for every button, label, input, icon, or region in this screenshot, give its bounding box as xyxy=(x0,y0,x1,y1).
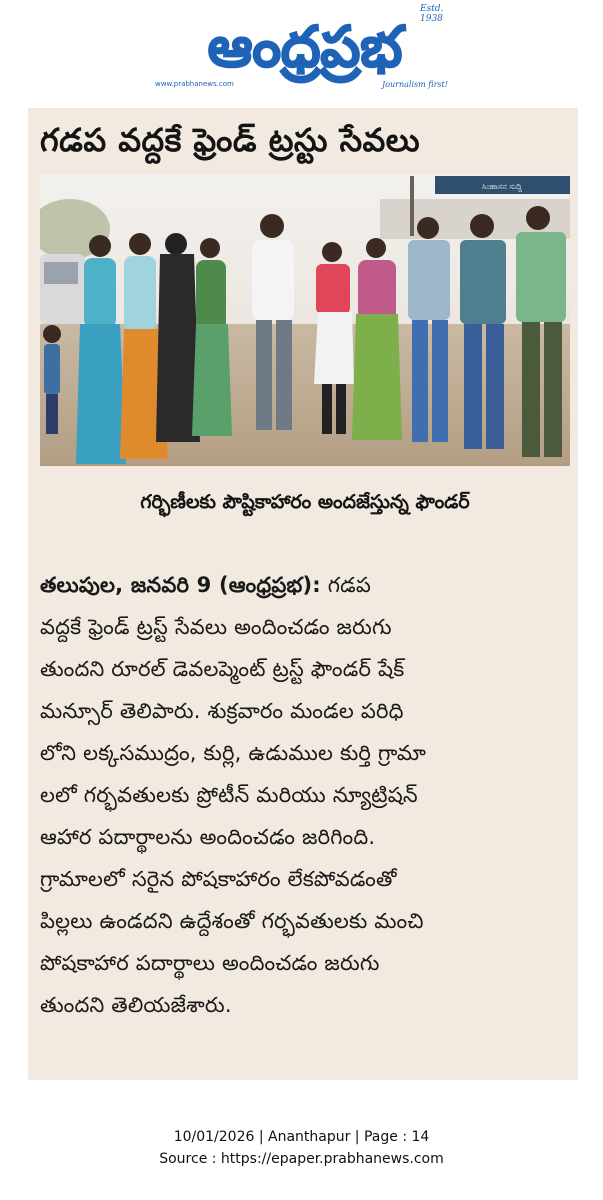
page-footer xyxy=(0,1126,603,1170)
masthead-estd: Estd. 1938 xyxy=(420,4,444,24)
article-line: తుందని తెలియజేశారు. xyxy=(40,993,232,1017)
article-line: వద్దకే ఫ్రెండ్ ట్రస్ట్ సేవలు అందించడం జరుగు xyxy=(40,615,392,639)
article-headline: గడప వద్దకే ఫ్రెండ్ ట్రస్టు సేవలు xyxy=(40,121,421,159)
masthead-tagline: Journalism first! xyxy=(382,80,448,89)
article-dateline: తలుపుల, జనవరి 9 (ఆంధ్రప్రభ): xyxy=(40,573,321,597)
article-photo xyxy=(40,174,570,466)
photo-caption: గర్భిణీలకు పౌష్టికాహారం అందజేస్తున్న ఫౌండర్ xyxy=(140,491,470,513)
article-first-line xyxy=(40,564,570,606)
photo-sign: ಸಿಂಹಾಸನ ಸುದ್ದಿ xyxy=(481,182,523,191)
masthead-logo xyxy=(150,4,460,84)
group-photo xyxy=(40,174,570,466)
article-line: మన్సూర్ తెలిపారు. శుక్రవారం మండల పరిధి xyxy=(40,699,404,723)
article-line: లలో గర్భవతులకు ప్రోటీన్ మరియు న్యూట్రిషన్ xyxy=(40,783,418,807)
masthead-logo-text: ఆంధ్రప్రభ xyxy=(207,15,403,80)
masthead xyxy=(150,4,460,92)
article-body xyxy=(40,564,570,1026)
masthead-url[interactable]: www.prabhanews.com xyxy=(155,80,234,88)
article-line: పిల్లలు ఉండదని ఉద్దేశంతో గర్భవతులకు మంచి xyxy=(40,909,424,933)
news-clipping xyxy=(28,108,578,1080)
footer-source-link[interactable]: Source : https://epaper.prabhanews.com xyxy=(159,1151,444,1167)
article-first-line-rest: గడప xyxy=(320,573,372,597)
article-line: ఆహార పదార్థాలను అందించడం జరిగింది. xyxy=(40,825,376,849)
article-line: లోని లక్కసముద్రం, కుర్లి, ఉడుముల కుర్తి గ్రామా xyxy=(40,741,426,765)
article-line: తుందని రూరల్ డెవలప్మెంట్ ట్రస్ట్ ఫౌండర్ షేక్ xyxy=(40,657,405,681)
article-line: పోషకాహార పదార్థాలు అందించడం జరుగు xyxy=(40,951,380,975)
article-line: గ్రామాలలో సరైన పోషకాహారం లేకపోవడంతో xyxy=(40,867,397,891)
footer-date-location: 10/01/2026 | Ananthapur | Page : 14 xyxy=(173,1129,430,1145)
